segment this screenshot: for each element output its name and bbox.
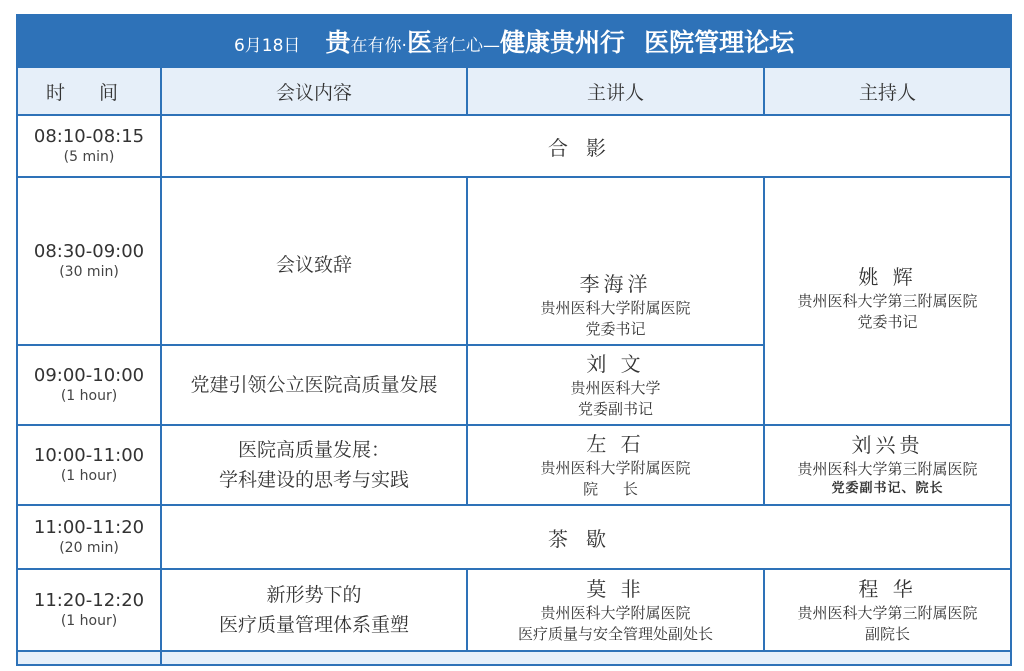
session-title-line-1: 医院高质量发展：	[237, 439, 390, 461]
time-range: 10:00-11:00	[33, 445, 145, 466]
host-name: 程 华	[858, 576, 917, 601]
host-cell	[764, 569, 1011, 651]
speaker-role: 医疗质量与安全管理处副处长	[517, 624, 713, 643]
table-row	[17, 425, 1011, 505]
host-org: 贵州医科大学第三附属医院	[797, 460, 978, 478]
speaker-org: 贵州医科大学附属医院	[540, 603, 691, 622]
duration: (5 min)	[63, 149, 115, 165]
speaker-role: 党委书记	[585, 320, 646, 338]
agenda-table	[16, 14, 1012, 666]
content-cell	[161, 569, 467, 651]
content-cell	[161, 505, 1011, 569]
title-main: 健康贵州行	[499, 28, 625, 57]
time-cell	[17, 177, 161, 345]
forum-title	[17, 15, 1011, 67]
host-org: 贵州医科大学第三附属医院	[797, 603, 978, 622]
speaker-role: 党委副书记	[577, 399, 653, 418]
time-cell	[17, 115, 161, 177]
session-title: 合影	[548, 135, 625, 160]
header-time: 时 间	[17, 67, 161, 115]
host-role: 党委副书记、院长	[831, 481, 944, 496]
host-name: 姚 辉	[858, 265, 917, 289]
title-char-2: 医	[406, 28, 432, 57]
title-char-1: 贵	[325, 28, 351, 57]
speaker-org: 贵州医科大学附属医院	[540, 458, 691, 477]
speaker-org: 贵州医科大学附属医院	[540, 299, 691, 317]
title-date: 6月18日	[233, 36, 301, 56]
partial-cell	[161, 651, 1011, 665]
time-range: 08:30-09:00	[33, 241, 145, 262]
partial-cell	[17, 651, 161, 665]
host-cell	[764, 177, 1011, 425]
session-title: 茶歇	[548, 526, 625, 551]
session-title-line-2: 学科建设的思考与实践	[218, 469, 409, 491]
time-range: 08:10-08:15	[33, 126, 145, 147]
title-dash: —	[482, 36, 500, 56]
session-title: 会议致辞	[275, 254, 352, 276]
content-cell	[161, 177, 467, 345]
host-cell	[764, 425, 1011, 505]
agenda-frame	[16, 14, 1010, 671]
speaker-org: 贵州医科大学	[570, 378, 661, 397]
host-role: 副院长	[865, 624, 911, 643]
header-host: 主持人	[764, 67, 1011, 115]
time-cell	[17, 569, 161, 651]
content-cell	[161, 345, 467, 425]
duration: (1 hour)	[60, 388, 118, 404]
title-text-1: 在有你·	[350, 36, 407, 56]
table-row	[17, 505, 1011, 569]
speaker-cell	[467, 177, 764, 345]
speaker-name: 左 石	[586, 431, 645, 456]
speaker-cell	[467, 425, 764, 505]
duration: (20 min)	[59, 540, 119, 556]
content-cell	[161, 115, 1011, 177]
table-row	[17, 569, 1011, 651]
title-forum: 医院管理论坛	[644, 28, 795, 57]
session-title: 党建引领公立医院高质量发展	[190, 374, 438, 396]
duration: (30 min)	[59, 264, 119, 280]
host-role: 党委书记	[857, 313, 918, 331]
speaker-name: 莫 非	[586, 576, 645, 601]
time-range: 11:00-11:20	[33, 517, 145, 538]
time-cell	[17, 345, 161, 425]
speaker-cell	[467, 569, 764, 651]
time-range: 11:20-12:20	[33, 590, 145, 611]
header-row	[17, 67, 1011, 115]
speaker-name: 李海洋	[579, 272, 652, 296]
table-row	[17, 177, 1011, 345]
host-name: 刘兴贵	[851, 433, 924, 457]
duration: (1 hour)	[60, 613, 118, 629]
time-range: 09:00-10:00	[33, 365, 145, 386]
header-speaker: 主讲人	[467, 67, 764, 115]
duration: (1 hour)	[60, 468, 118, 484]
table-row	[17, 115, 1011, 177]
speaker-role: 院 长	[583, 479, 648, 498]
table-row-partial	[17, 651, 1011, 665]
speaker-cell	[467, 345, 764, 425]
header-content: 会议内容	[161, 67, 467, 115]
speaker-name: 刘 文	[586, 351, 645, 376]
title-text-2: 者仁心	[431, 36, 483, 56]
session-title-line-1: 新形势下的	[266, 584, 362, 606]
time-cell	[17, 425, 161, 505]
host-org: 贵州医科大学第三附属医院	[797, 292, 978, 310]
title-row	[17, 15, 1011, 67]
session-title-line-2: 医疗质量管理体系重塑	[218, 614, 409, 636]
content-cell	[161, 425, 467, 505]
time-cell	[17, 505, 161, 569]
